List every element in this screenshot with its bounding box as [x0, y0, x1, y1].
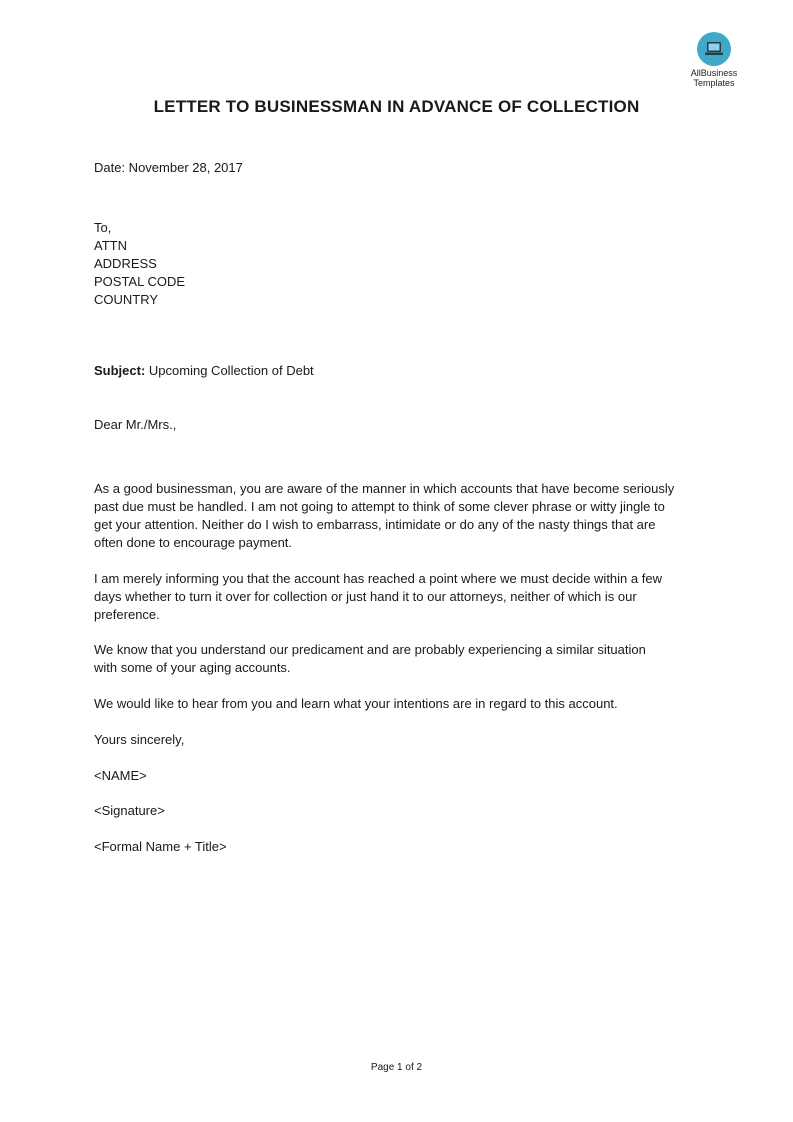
- laptop-icon: [697, 32, 731, 66]
- letter-date: Date: November 28, 2017: [94, 160, 243, 175]
- signature-placeholder: <Signature>: [94, 803, 165, 818]
- paragraph-2: [94, 570, 700, 624]
- paragraph-3: [94, 641, 700, 677]
- name-placeholder: <NAME>: [94, 768, 147, 783]
- paragraph-line: We know that you understand our predicament and are probably experiencing a similar situation: [94, 642, 646, 657]
- paragraph-line: I am merely informing you that the account has reached a point where we must decide within a few: [94, 571, 662, 586]
- address-line-postal-code: POSTAL CODE: [94, 274, 186, 289]
- paragraph-1: [94, 480, 700, 552]
- address-line-attn: ATTN: [94, 238, 127, 253]
- paragraph-line: We would like to hear from you and learn what your intentions are in regard to this account.: [94, 696, 618, 711]
- paragraph-line: days whether to turn it over for collection or just hand it to our attorneys, neither of which is our: [94, 589, 637, 604]
- logo-text-line1: AllBusiness: [690, 68, 738, 78]
- address-line-address: ADDRESS: [94, 256, 157, 271]
- salutation: Dear Mr./Mrs.,: [94, 417, 177, 432]
- paragraph-line: often done to encourage payment.: [94, 535, 293, 550]
- closing: Yours sincerely,: [94, 732, 185, 747]
- subject-line: [94, 362, 314, 380]
- paragraph-line: with some of your aging accounts.: [94, 660, 291, 675]
- subject-label: Subject:: [94, 363, 146, 378]
- letter-title: LETTER TO BUSINESSMAN IN ADVANCE OF COLLECTION: [153, 97, 640, 116]
- logo-text-line2: Templates: [693, 78, 735, 88]
- page-number: Page 1 of 2: [370, 1062, 423, 1073]
- subject-text: Upcoming Collection of Debt: [148, 363, 314, 378]
- address-line-to: To,: [94, 220, 112, 235]
- paragraph-line: preference.: [94, 607, 160, 622]
- paragraph-line: get your attention. Neither do I wish to embarrass, intimidate or do any of the nasty things that are: [94, 517, 656, 532]
- address-line-country: COUNTRY: [94, 292, 159, 307]
- paragraph-line: As a good businessman, you are aware of the manner in which accounts that have become seriously: [94, 481, 675, 496]
- paragraph-line: past due must be handled. I am not going to attempt to think of some clever phrase or witty jingle to: [94, 499, 665, 514]
- allbusiness-logo: [680, 32, 748, 88]
- paragraph-4: [94, 695, 700, 713]
- formal-name-placeholder: <Formal Name + Title>: [94, 839, 227, 854]
